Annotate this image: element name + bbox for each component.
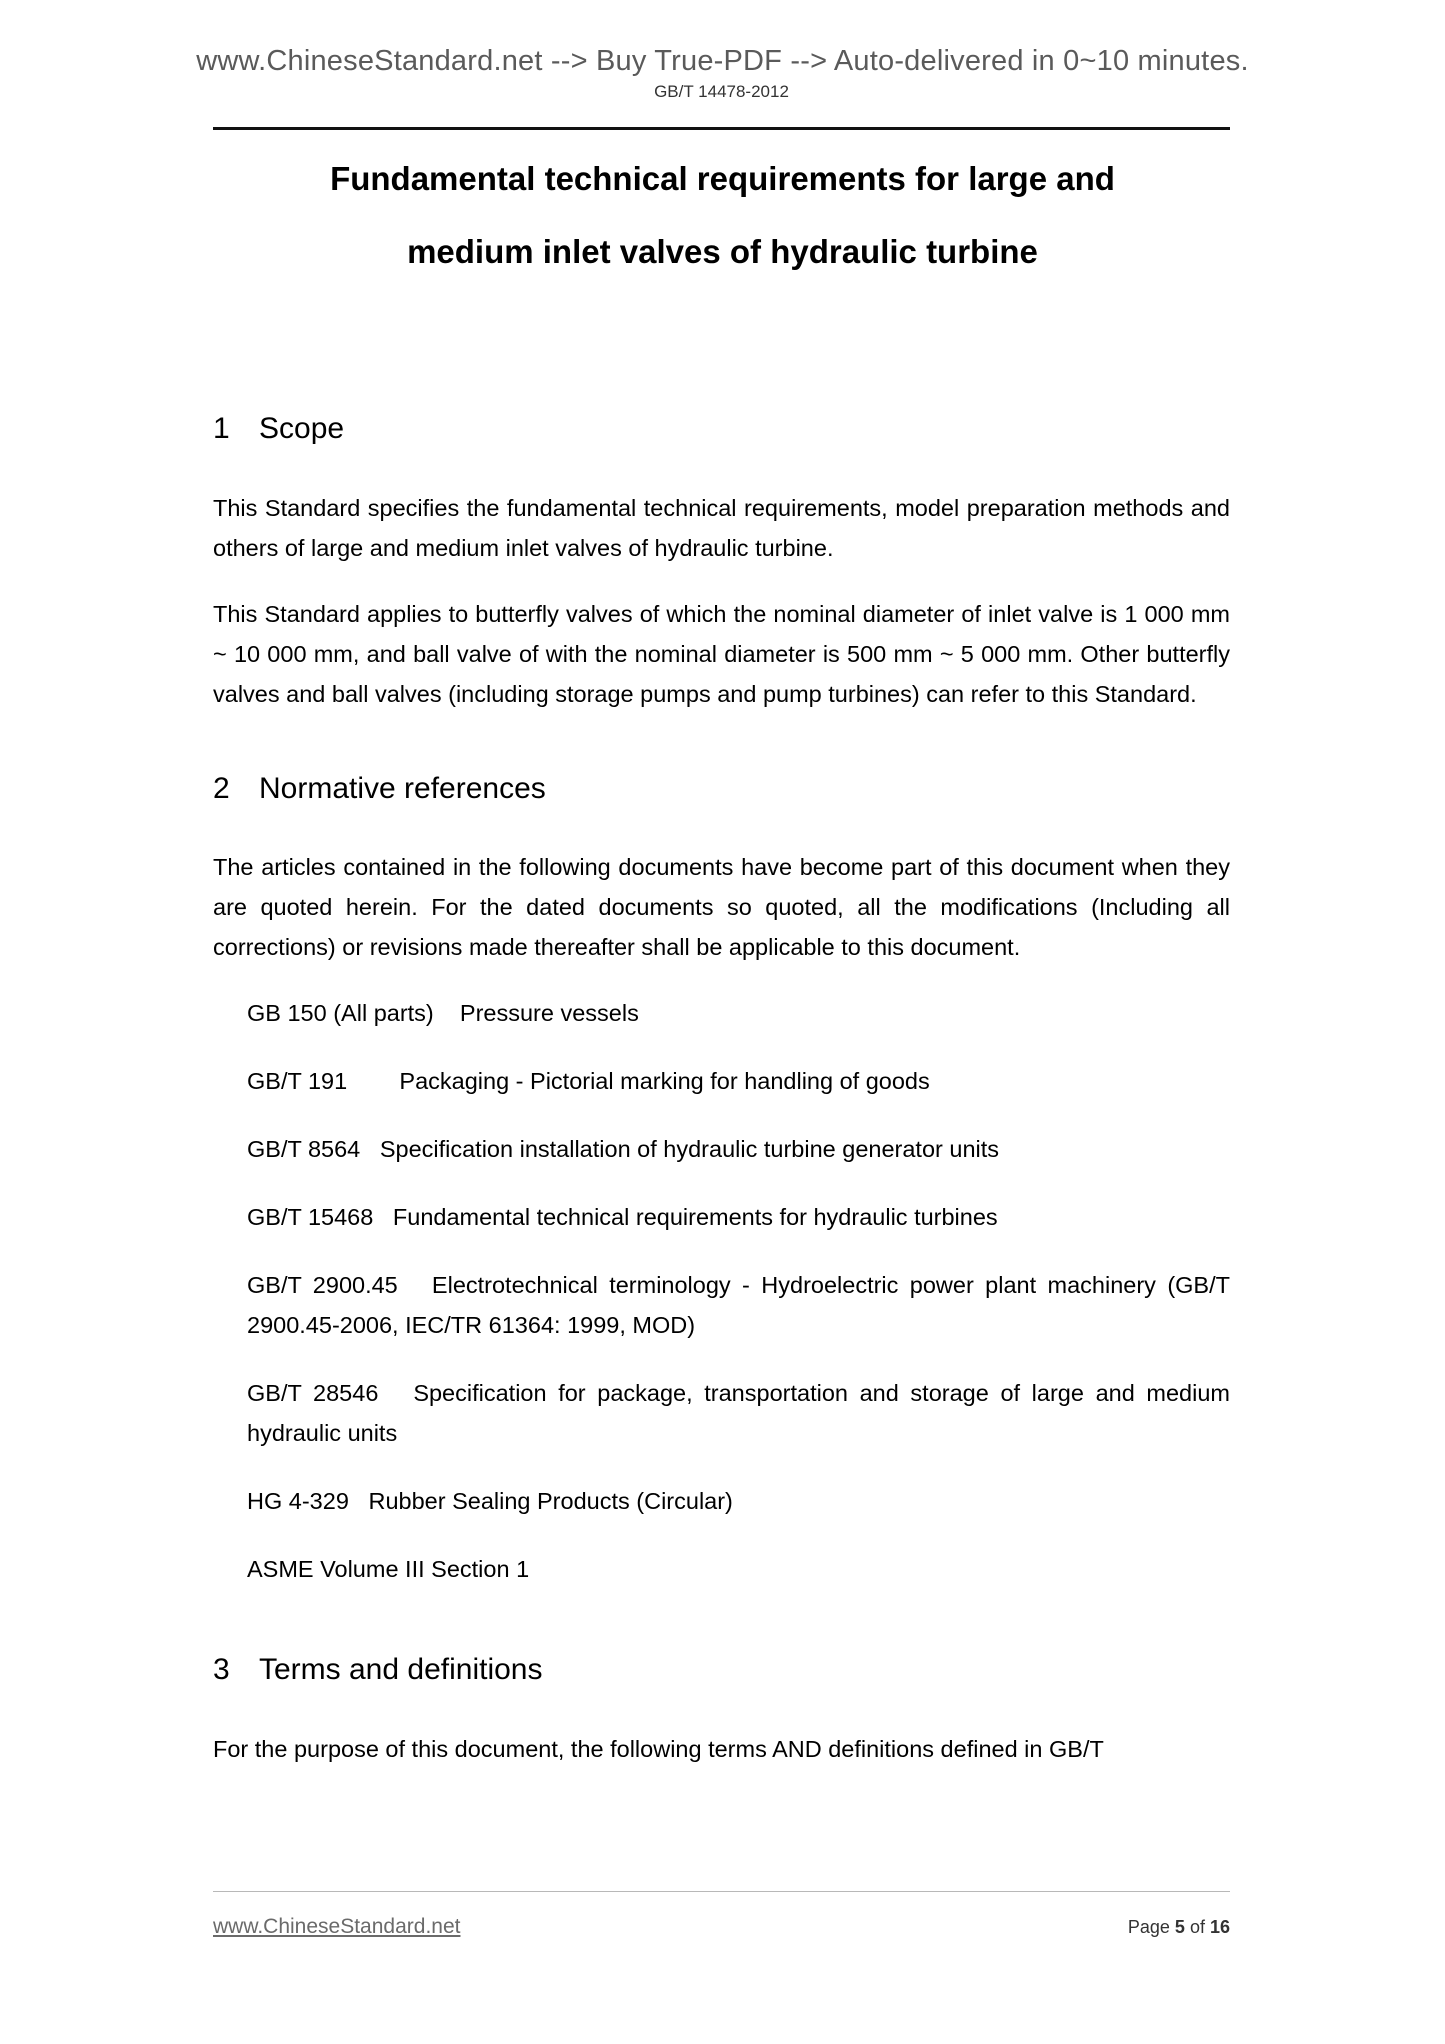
list-item [213,1197,1230,1237]
reference-gap [434,1000,460,1026]
scope-paragraph-2: This Standard applies to butterfly valves of which the nominal diameter of inlet valve is 1 000 mm ~ 10 000 mm, and ball valve of with the nominal diameter is 500 mm ~ 5 000 mm. Other butterfly valves and ball valves (including storage pumps and pump turbines) can refer to this Standard. [213,600,1230,707]
list-item [213,1129,1230,1169]
normative-references-paragraph-1: The articles contained in the following documents have become part of this document when they are quoted herein. For the dated documents so quoted, all the modifications (Including all corrections) or revisions made thereafter shall be applicable to this document. [213,854,1230,960]
reference-title: Fundamental technical requirements for hydraulic turbines [392,1204,998,1230]
reference-title: Electrotechnical terminology - Hydroelectric power plant machinery (GB/T 2900.45-2006, IEC/TR 61364: 1999, MOD) [247,1272,1230,1338]
reference-code: HG 4-329 [247,1488,349,1514]
list-item [213,1481,1230,1521]
reference-gap [349,1488,369,1514]
reference-code: GB/T 8564 [247,1136,361,1162]
list-item [213,1373,1230,1453]
reference-gap [398,1272,432,1298]
spacer [213,1589,1230,1651]
footer-page-current: 5 [1174,1917,1185,1937]
reference-code: ASME Volume III Section 1 [247,1556,530,1582]
reference-gap [360,1136,380,1162]
reference-gap [347,1068,399,1094]
page-title [180,142,1265,288]
spacer [213,448,1230,488]
reference-code: GB/T 2900.45 [247,1272,398,1298]
reference-title: Specification for package, transportation and storage of large and medium hydraulic units [247,1380,1230,1446]
reference-gap [373,1204,393,1230]
reference-code: GB/T 15468 [247,1204,374,1230]
spacer [213,714,1230,770]
footer-page-number [1128,1917,1230,1938]
page-title-line-1: Fundamental technical requirements for large and [330,160,1115,197]
list-item [213,1549,1230,1589]
footer-page-total: 16 [1209,1917,1230,1937]
list-item [213,1061,1230,1101]
footer-page-label: Page [1127,1917,1170,1937]
running-header-standard-number: GB/T 14478-2012 [654,82,789,101]
page-footer [213,1915,1230,1939]
spacer [213,967,1230,993]
reference-gap [378,1380,413,1406]
reference-code: GB 150 (All parts) [247,1000,434,1026]
spacer [213,1689,1230,1729]
spacer [213,568,1230,594]
terms-paragraph-1: For the purpose of this document, the following terms AND definitions defined in GB/T [213,1735,1104,1762]
section-number-1: 1 [213,412,230,445]
section-number-3: 3 [213,1653,230,1686]
page-title-line-2: medium inlet valves of hydraulic turbine [407,233,1038,270]
section-title-3: Terms and definitions [259,1653,543,1686]
footer-site-link[interactable]: www.ChineseStandard.net [213,1915,461,1938]
reference-code: GB/T 28546 [247,1380,379,1406]
section-title-1: Scope [259,412,345,445]
spacer [213,807,1230,847]
reference-title: Pressure vessels [459,1000,639,1026]
document-body [213,410,1230,1769]
scope-paragraph-1: This Standard specifies the fundamental technical requirements, model preparation methods and others of large and medium inlet valves of hydraulic turbine. [213,494,1230,561]
promo-banner: www.ChineseStandard.net --> Buy True-PDF --> Auto-delivered in 0~10 minutes. [196,45,1249,77]
header-divider [213,127,1230,130]
reference-title: Rubber Sealing Products (Circular) [368,1488,733,1514]
section-title-2: Normative references [259,771,546,805]
normative-reference-list [213,993,1230,1589]
reference-title: Specification installation of hydraulic turbine generator units [379,1136,1000,1162]
list-item [213,1265,1230,1345]
reference-code: GB/T 191 [247,1068,348,1094]
footer-divider [213,1891,1230,1892]
list-item [213,993,1230,1033]
reference-title: Packaging - Pictorial marking for handling of goods [399,1068,930,1094]
section-heading-normative-references [213,770,1230,808]
section-heading-terms-and-definitions [213,1651,1230,1689]
footer-page-of: of [1189,1917,1205,1937]
section-heading-scope [213,410,1230,448]
section-number-2: 2 [213,771,230,805]
